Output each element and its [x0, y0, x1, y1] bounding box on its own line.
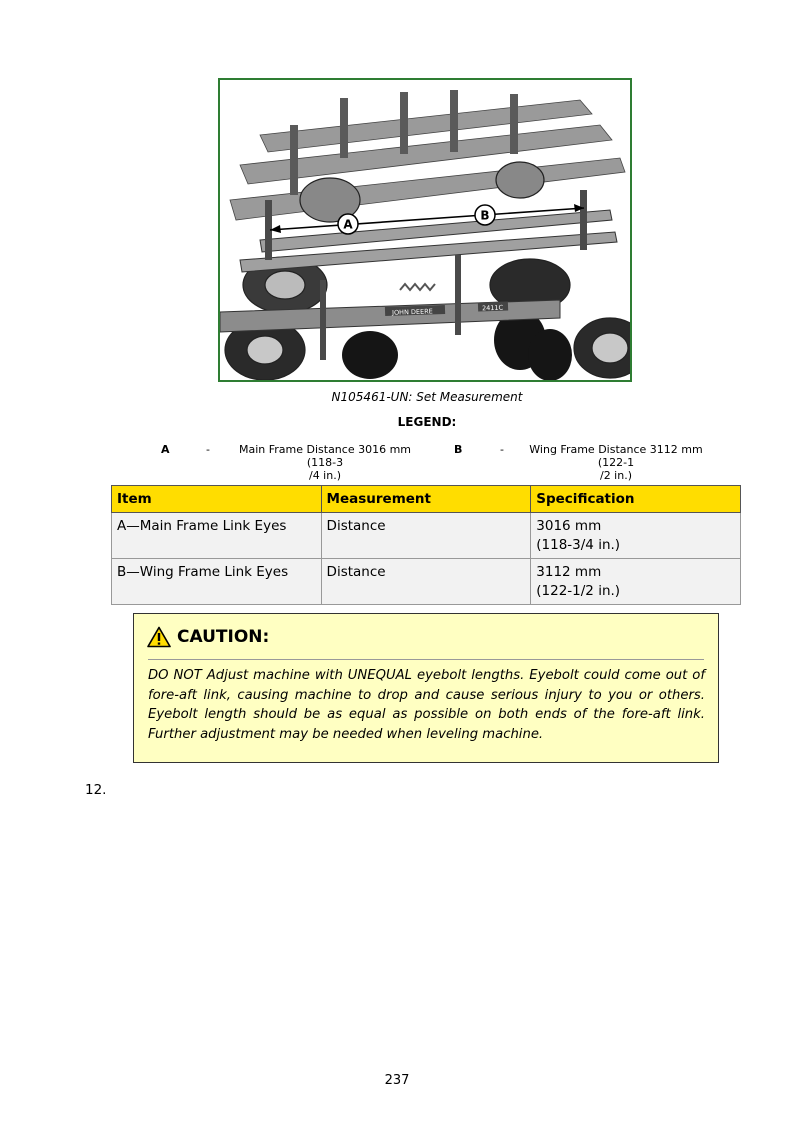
- figure-caption: N105461-UN: Set Measurement: [331, 390, 523, 404]
- spec-value-imperial: (122-1/2 in.): [536, 583, 621, 599]
- spec-value: 3016 mm: [536, 518, 602, 534]
- legend-dash: -: [206, 443, 210, 456]
- header-item: Item: [112, 486, 322, 513]
- caution-header: [147, 626, 269, 648]
- table-header-row: [112, 486, 741, 513]
- caution-text: DO NOT Adjust machine with UNEQUAL eyebolt lengths. Eyebolt could come out of fore-aft link, causing machine to drop and cause serious injury to you or others. Eyebolt length should be as equal as possible on both ends of the fore-aft link. Further adjustment may be needed when leveling machine.: [148, 668, 705, 742]
- decal-model-text: 2411C: [481, 303, 504, 313]
- callout-a: [338, 214, 358, 234]
- warning-triangle-icon: [147, 626, 171, 648]
- callout-a-label: A: [343, 217, 353, 232]
- figure-frame: [218, 78, 632, 382]
- callout-b: [475, 205, 495, 225]
- legend-text: [225, 443, 425, 482]
- machine-illustration: [220, 80, 630, 380]
- spec-value: 3112 mm: [536, 564, 602, 580]
- cell-specification: [531, 559, 741, 605]
- cell-item: A—Main Frame Link Eyes: [112, 513, 322, 559]
- legend-letter: A: [161, 443, 170, 456]
- table-row: [112, 559, 741, 605]
- cell-measurement: Distance: [321, 559, 531, 605]
- table-row: [112, 513, 741, 559]
- callout-b-label: B: [480, 208, 490, 223]
- legend-text: [516, 443, 716, 482]
- caution-divider: [148, 659, 704, 660]
- legend-letter: B: [454, 443, 463, 456]
- decal-brand-text: JOHN DEERE: [391, 307, 433, 317]
- header-specification: Specification: [531, 486, 741, 513]
- legend-text-line: Main Frame Distance 3016 mm (118-3: [238, 443, 412, 469]
- header-measurement: Measurement: [321, 486, 531, 513]
- step-number: 12.: [85, 782, 107, 798]
- cell-item: B—Wing Frame Link Eyes: [112, 559, 322, 605]
- cell-measurement: Distance: [321, 513, 531, 559]
- cell-specification: [531, 513, 741, 559]
- legend-text-line: /4 in.): [308, 469, 342, 482]
- caution-title: CAUTION:: [177, 627, 270, 647]
- specification-table: [111, 485, 741, 605]
- legend-text-line: Wing Frame Distance 3112 mm (122-1: [529, 443, 703, 469]
- caution-box: [133, 613, 719, 763]
- page-number: 237: [384, 1073, 410, 1088]
- legend-text-line: /2 in.): [599, 469, 633, 482]
- legend-dash: -: [500, 443, 504, 456]
- legend-title: LEGEND:: [397, 415, 457, 429]
- spec-value-imperial: (118-3/4 in.): [536, 537, 621, 553]
